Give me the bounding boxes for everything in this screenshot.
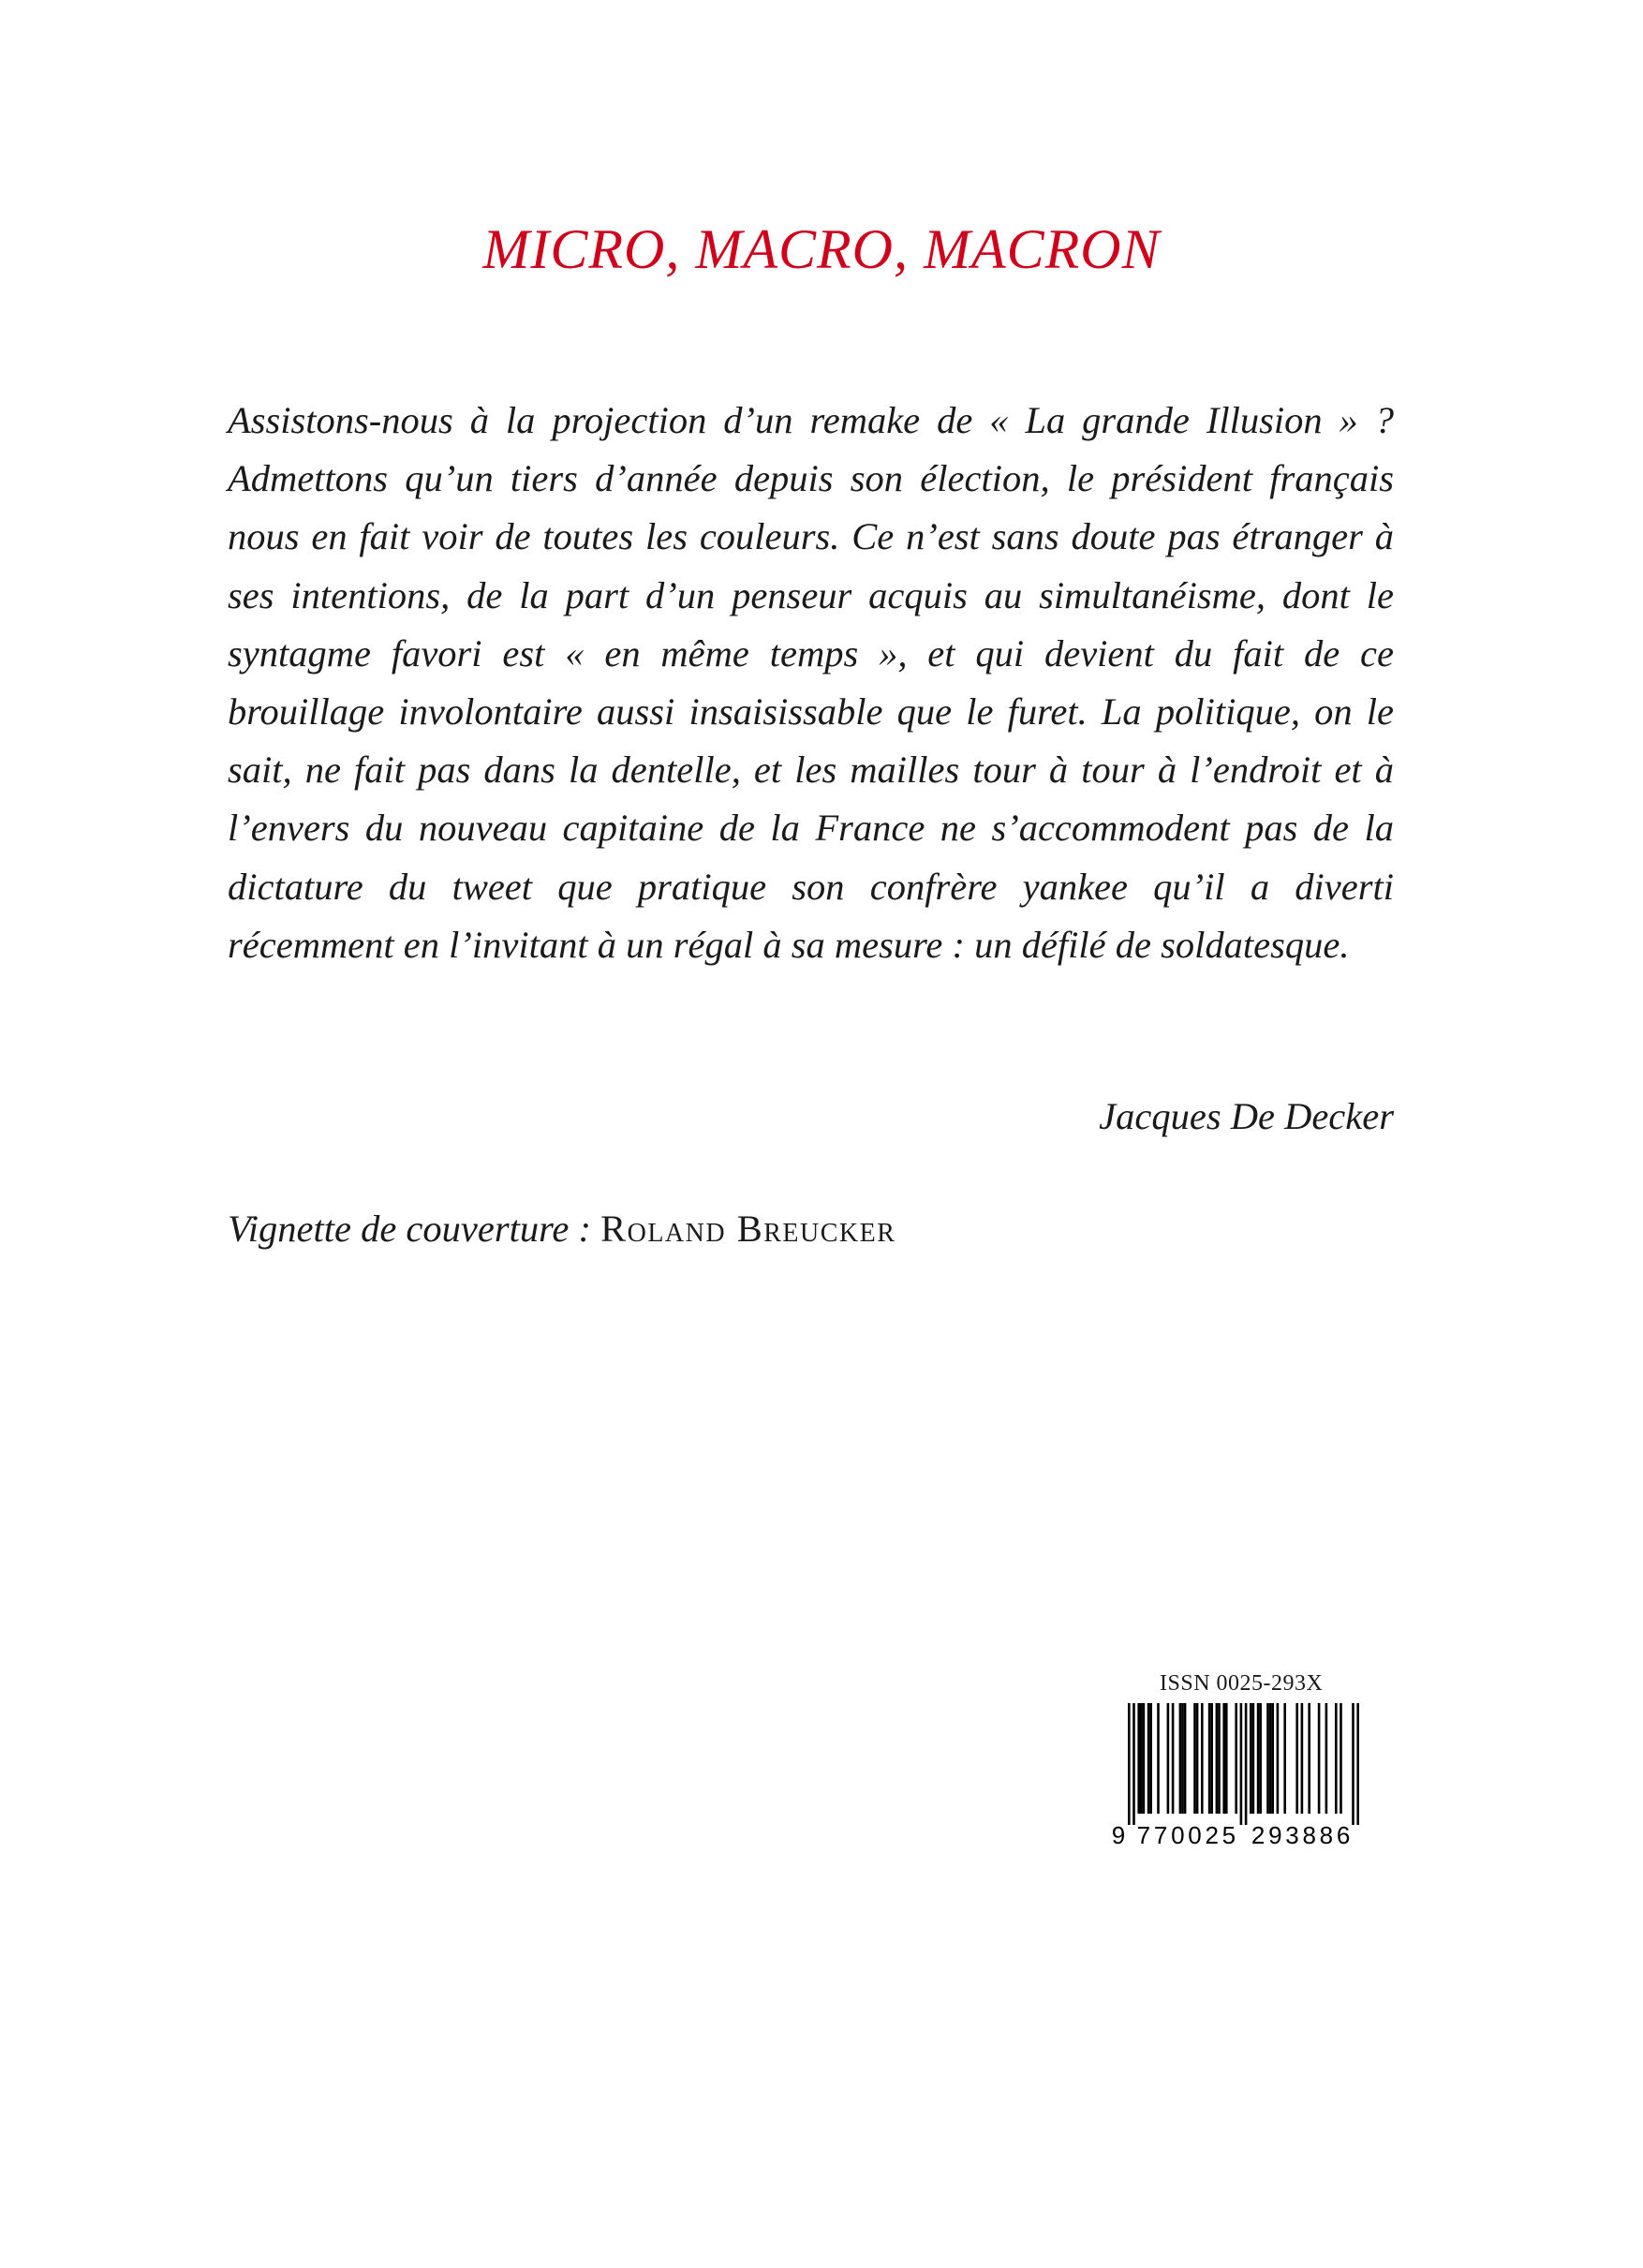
issn-number: ISSN 0025-293X <box>1160 1671 1324 1696</box>
barcode-bar <box>1340 1703 1342 1814</box>
barcode-digit: 0 <box>1171 1821 1185 1849</box>
barcode-bar <box>1216 1703 1219 1814</box>
cover-credit-label: Vignette de couverture : <box>228 1208 601 1250</box>
barcode-guard-bar <box>1245 1703 1248 1825</box>
barcode-digit: 7 <box>1153 1821 1168 1849</box>
barcode-bar <box>1179 1703 1182 1814</box>
barcode-bar <box>1295 1703 1298 1814</box>
barcode-bar <box>1308 1703 1310 1814</box>
barcode-bar <box>1266 1703 1269 1814</box>
barcode-digit: 8 <box>1302 1821 1316 1849</box>
barcode-bar <box>1269 1703 1272 1814</box>
barcode-digit: 2 <box>1205 1821 1219 1849</box>
barcode-bar <box>1140 1703 1143 1814</box>
barcode-bar <box>1271 1703 1274 1814</box>
barcode-bar <box>1259 1703 1262 1814</box>
barcode-bar <box>1149 1703 1152 1814</box>
barcode-bar <box>1257 1703 1260 1814</box>
barcode-digit: 8 <box>1319 1821 1334 1849</box>
barcode-digit: 9 <box>1268 1821 1282 1849</box>
barcode-guard-bar <box>1132 1703 1135 1825</box>
barcode-bar <box>1196 1703 1199 1814</box>
cover-credit-name: Roland Breucker <box>600 1208 896 1250</box>
barcode-bar <box>1147 1703 1150 1814</box>
barcode-digit: 0 <box>1188 1821 1202 1849</box>
barcode-bar <box>1181 1703 1184 1814</box>
barcode-digit: 3 <box>1285 1821 1299 1849</box>
barcode <box>1109 1703 1390 1853</box>
barcode-digit: 7 <box>1136 1821 1151 1849</box>
back-cover-blurb: Assistons-nous à la projection d’un remake de « La grande Illusion » ? Admettons qu’un tiers d’année depuis son élection, le président français nous en fait voir de toutes les couleurs. Ce n’est sans doute pas étranger à ses intentions, de la part d’un penseur acquis au simultanéisme, dont le syntagme favori est « en même temps », et qui devient du fait de ce brouillage involontaire aussi insaisissable que le furet. La politique, on le sait, ne fait pas dans la dentelle, et les mailles tour à tour à l’endroit et à l’envers du nouveau capitaine de la France ne s’accommodent pas de la dictature du tweet que pratique son confrère yankee qu’il a diverti récemment en l’invitant à un régal à sa mesure : un défilé de soldatesque. <box>228 399 1394 966</box>
barcode-bar <box>1335 1703 1338 1814</box>
barcode-bar <box>1225 1703 1228 1814</box>
barcode-bar <box>1250 1703 1252 1814</box>
barcode-digit: 5 <box>1221 1821 1236 1849</box>
barcode-bar <box>1218 1703 1221 1814</box>
barcode-guard-bar <box>1356 1703 1359 1825</box>
barcode-bar <box>1193 1703 1196 1814</box>
barcode-bar <box>1210 1703 1213 1814</box>
barcode-bar <box>1172 1703 1175 1814</box>
barcode-bar <box>1137 1703 1140 1814</box>
barcode-bar <box>1167 1703 1170 1814</box>
barcode-guard-bar <box>1240 1703 1243 1825</box>
barcode-bar <box>1252 1703 1255 1814</box>
barcode-bar <box>1283 1703 1286 1814</box>
barcode-bar <box>1277 1703 1280 1814</box>
barcode-bar <box>1235 1703 1237 1814</box>
barcode-digit: 9 <box>1111 1821 1126 1849</box>
barcode-digit: 6 <box>1336 1821 1351 1849</box>
barcode-bar <box>1222 1703 1225 1814</box>
barcode-bar <box>1143 1703 1146 1814</box>
barcode-digit: 2 <box>1251 1821 1266 1849</box>
barcode-bar <box>1318 1703 1321 1814</box>
barcode-bar <box>1201 1703 1204 1814</box>
barcode-bar <box>1325 1703 1328 1814</box>
book-title: MICRO, MACRO, MACRON <box>482 218 1161 280</box>
author-signature: Jacques De Decker <box>1099 1095 1394 1137</box>
barcode-bar <box>1157 1703 1160 1814</box>
barcode-guard-bar <box>1128 1703 1131 1825</box>
cover-credit <box>228 1207 896 1251</box>
issn-barcode-block <box>1109 1671 1390 1859</box>
barcode-bar <box>1184 1703 1187 1814</box>
barcode-bar <box>1208 1703 1211 1814</box>
barcode-guard-bar <box>1352 1703 1354 1825</box>
barcode-bar <box>1301 1703 1304 1814</box>
